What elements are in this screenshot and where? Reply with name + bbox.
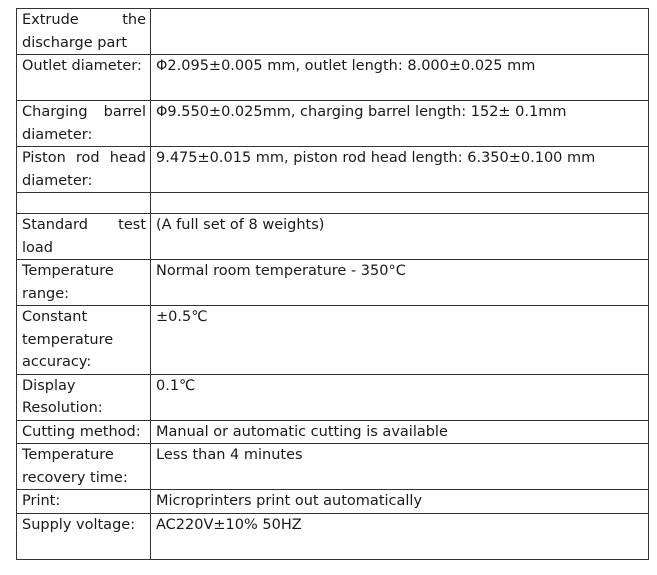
row-value: Φ9.550±0.025mm, charging barrel length: 152± 0.1mm: [151, 101, 649, 147]
row-label: Extrude the discharge part: [17, 9, 151, 55]
row-label: Display Resolution:: [17, 374, 151, 420]
row-value: 0.1℃: [151, 374, 649, 420]
row-value: AC220V±10% 50HZ: [151, 513, 649, 559]
row-value: [151, 9, 649, 55]
table-row: [17, 55, 649, 101]
row-label: Temperature recovery time:: [17, 444, 151, 490]
table-row: [17, 147, 649, 193]
row-label: Charging barrel diameter:: [17, 101, 151, 147]
row-value: Less than 4 minutes: [151, 444, 649, 490]
row-label: [17, 193, 151, 214]
row-label: Print:: [17, 490, 151, 514]
table-row: [17, 513, 649, 559]
row-label: Standard test load: [17, 214, 151, 260]
row-label: Outlet diameter:: [17, 55, 151, 101]
table-row: [17, 101, 649, 147]
table-row: [17, 260, 649, 306]
table-row: [17, 374, 649, 420]
row-label: Supply voltage:: [17, 513, 151, 559]
row-value: ±0.5℃: [151, 306, 649, 375]
row-label: Temperature range:: [17, 260, 151, 306]
row-label: Piston rod head diameter:: [17, 147, 151, 193]
table-row: [17, 306, 649, 375]
table-row: [17, 214, 649, 260]
table-row: [17, 9, 649, 55]
table-row: [17, 490, 649, 514]
row-label: Constant temperature accuracy:: [17, 306, 151, 375]
specification-table: [16, 8, 649, 560]
row-value: 9.475±0.015 mm, piston rod head length: 6.350±0.100 mm: [151, 147, 649, 193]
table-row-spacer: [17, 193, 649, 214]
table-row: [17, 444, 649, 490]
row-label: Cutting method:: [17, 420, 151, 444]
table-row: [17, 420, 649, 444]
row-value: Normal room temperature - 350°C: [151, 260, 649, 306]
row-value: [151, 193, 649, 214]
row-value: Microprinters print out automatically: [151, 490, 649, 514]
row-value: (A full set of 8 weights): [151, 214, 649, 260]
row-value: Φ2.095±0.005 mm, outlet length: 8.000±0.025 mm: [151, 55, 649, 101]
row-value: Manual or automatic cutting is available: [151, 420, 649, 444]
